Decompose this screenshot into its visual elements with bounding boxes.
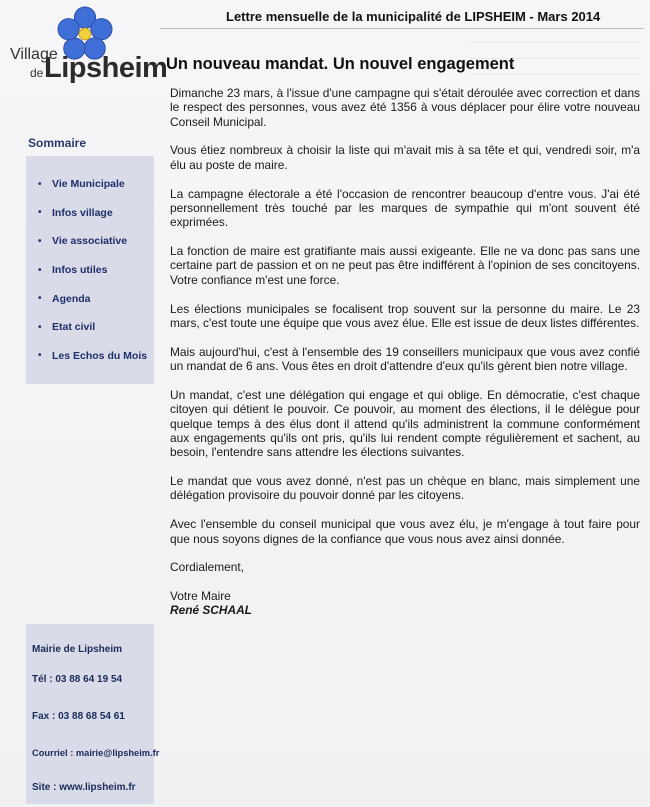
- article-paragraph: Dimanche 23 mars, à l'issue d'une campagne qui s'était déroulée avec correction et dans le respect des personnes, vous avez été 1356 à vous déplacer pour élire votre nouveau Conseil Municipal.: [170, 86, 640, 129]
- article-paragraph: La campagne électorale a été l'occasion de rencontrer beaucoup d'entre vous. J'ai été personnellement très touché par les marques de sympathie qui m'ont souvent été exprimées.: [170, 186, 640, 230]
- bullet-icon: •: [38, 350, 42, 362]
- bullet-icon: •: [38, 178, 42, 190]
- sidebar-item-echos-du-mois[interactable]: [26, 342, 154, 371]
- article-paragraph: Avec l'ensemble du conseil municipal que vous avez élu, je m'engage à tout faire pour que nous soyons dignes de la confiance que vous nous avez ainsi donnée.: [170, 517, 640, 546]
- contact-fax: Fax : 03 88 68 54 61: [32, 711, 125, 722]
- sidebar-item-vie-associative[interactable]: [26, 227, 154, 256]
- signature-name: René SCHAAL: [170, 603, 252, 618]
- sidebar-title: Sommaire: [28, 136, 87, 150]
- logo-de-text: de: [30, 66, 44, 80]
- article-body: [170, 86, 640, 617]
- contact-website[interactable]: Site : www.lipsheim.fr: [32, 782, 136, 793]
- sidebar-item-label: Agenda: [52, 292, 91, 305]
- sidebar-item-agenda[interactable]: [26, 284, 154, 313]
- sidebar-item-infos-utiles[interactable]: [26, 256, 154, 285]
- sidebar-menu: [26, 156, 154, 384]
- bullet-icon: •: [38, 207, 42, 219]
- village-logo: [6, 4, 168, 84]
- sidebar-nav: [26, 136, 154, 384]
- logo-name-text: Lipsheim: [44, 52, 168, 84]
- sidebar-item-label: Etat civil: [52, 321, 96, 334]
- contact-name: Mairie de Lipsheim: [32, 644, 123, 655]
- sidebar-item-infos-village[interactable]: [26, 199, 154, 228]
- article-paragraph: Mais aujourd'hui, c'est à l'ensemble des 19 conseillers municipaux que vous avez confié un mandat de 6 ans. Vous êtes en droit d'attendre d'eux qu'ils gèrent bien notre village.: [170, 344, 640, 374]
- bullet-icon: •: [38, 293, 42, 305]
- sidebar-item-label: Infos village: [52, 206, 113, 219]
- contact-box: [26, 624, 160, 804]
- sidebar-item-label: Infos utiles: [52, 264, 108, 277]
- article-paragraph: Un mandat, c'est une délégation qui engage et qui oblige. En démocratie, c'est chaque citoyen qui détient le pouvoir. Ce pouvoir, au moment des élections, il le délègue pour quelque temps à des élus dont il attend qu'ils administrent la commune conformément aux engagements qu'ils ont pris, qu'ils lui rendent compte régulièrement et sachent, au besoin, l'entendre sans attendre les élections suivantes.: [170, 388, 640, 460]
- article-title: Un nouveau mandat. Un nouvel engagement: [166, 55, 515, 73]
- newsletter-title: Lettre mensuelle de la municipalité de LIPSHEIM - Mars 2014: [226, 9, 601, 24]
- article-paragraph: Les élections municipales se focalisent trop souvent sur la personne du maire. Le 23 mars, c'est toute une équipe que vous avez élue. Elle est issue de deux listes différentes.: [170, 301, 640, 330]
- article-paragraph: Le mandat que vous avez donné, n'est pas un chèque en blanc, mais simplement une délégation provisoire du pouvoir donné par les citoyens.: [170, 474, 640, 503]
- signature-role: Votre Maire: [170, 588, 231, 603]
- contact-email[interactable]: Courriel : mairie@lipsheim.fr: [32, 748, 160, 758]
- closing-salutation: Cordialement,: [170, 560, 245, 575]
- sidebar-item-label: Les Echos du Mois: [52, 349, 148, 362]
- contact-phone: Tél : 03 88 64 19 54: [32, 674, 123, 685]
- bullet-icon: •: [38, 264, 42, 276]
- article-paragraph: La fonction de maire est gratifiante mais aussi exigeante. Elle ne va donc pas sans une certaine part de passion et on ne peut pas être indifférent à l'opinion de ses concitoyens. Votre confiance m'est une force.: [170, 244, 640, 287]
- logo-village-text: Village: [10, 46, 58, 63]
- header-divider: [160, 28, 644, 29]
- sidebar-item-etat-civil[interactable]: [26, 313, 154, 342]
- bullet-icon: •: [38, 321, 42, 333]
- sidebar-item-label: Vie Municipale: [52, 178, 125, 191]
- sidebar-item-label: Vie associative: [52, 235, 128, 248]
- article-paragraph: Vous étiez nombreux à choisir la liste qui m'avait mis à sa tête et qui, vendredi soir, m'a élu au poste de maire.: [170, 143, 640, 172]
- sidebar-item-vie-municipale[interactable]: [26, 170, 154, 199]
- bullet-icon: •: [38, 235, 42, 247]
